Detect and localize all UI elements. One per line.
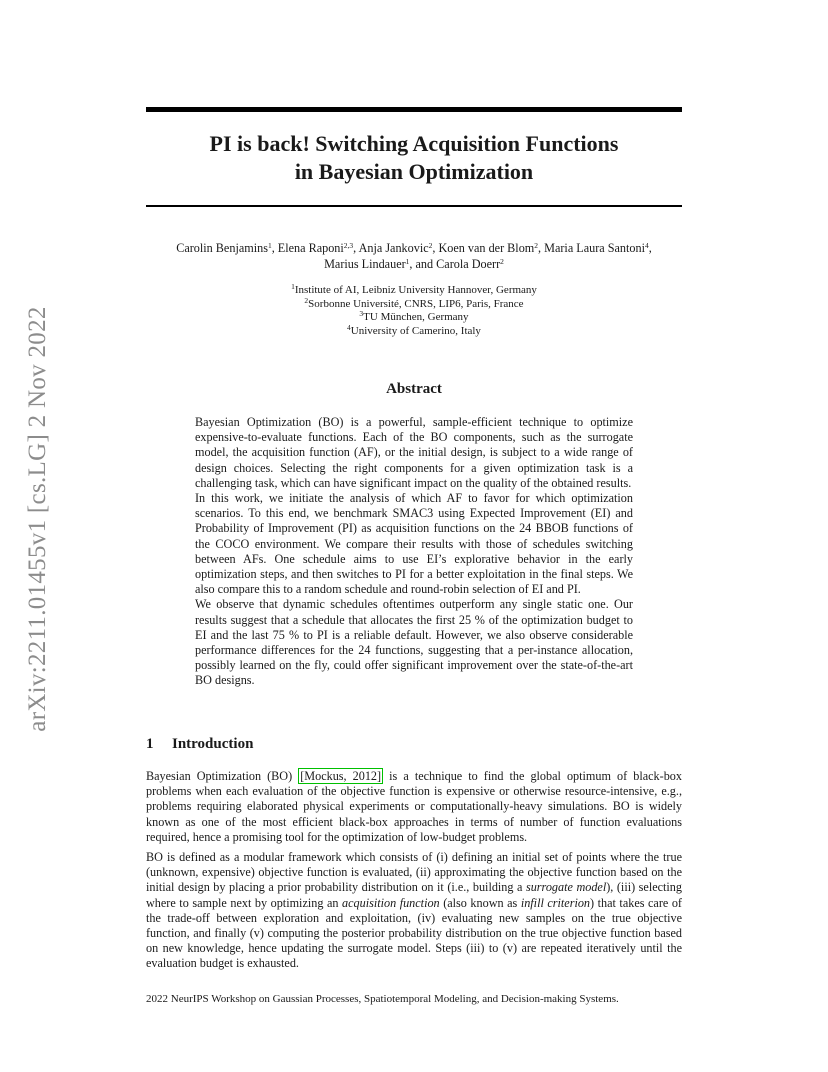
author-list — [146, 240, 682, 272]
author: Carola Doerr$^2$ — [436, 257, 504, 271]
affiliation: $^3$TU München, Germany — [359, 309, 469, 323]
abstract-body — [195, 415, 633, 689]
paper-title-line1: PI is back! Switching Acquisition Functions — [209, 131, 619, 156]
abstract-paragraph: We observe that dynamic schedules oftentimes outperform any single static one. Our results suggest that a schedule that allocates the first 25 % of the optimization budget to EI and the last 75 % to PI is a reliable default. However, we also observe considerable performance differences for the 24 functions, suggesting that a per-instance allocation, possibly learned on the fly, could offer significant improvement over the state-of-the-art BO designs. — [195, 597, 633, 688]
introduction-body — [146, 769, 682, 977]
affiliation: $^2$Sorbonne Université, CNRS, LIP6, Paris, France — [304, 295, 524, 310]
author: Elena Raponi$^{2,3}$, — [277, 241, 359, 255]
citation-link-mockus-2012[interactable]: [Mockus, 2012] — [300, 769, 382, 783]
affiliation-list — [146, 284, 682, 338]
author: Marius Lindauer$^1$, and — [324, 257, 437, 271]
author: Koen van der Blom$^2$, — [438, 241, 545, 255]
section-number: 1 — [146, 736, 154, 752]
title-rule-top — [146, 107, 682, 112]
affiliation: $^1$Institute of AI, Leibniz University Hannover, Germany — [291, 282, 537, 296]
author: Maria Laura Santoni$^4$, — [544, 241, 652, 255]
author: Carolin Benjamins$^1$, — [176, 241, 278, 255]
body-paragraph: BO is defined as a modular framework which consists of (i) defining an initial set of points where the true (unknown, expensive) objective function is evaluated, (ii) approximating the objective function based on the initial design by placing a prior probability distribution on it (i.e., building a surrogate model), (iii) selecting where to sample next by optimizing an acquisition function (also known as infill criterion) that takes care of the trade-off between exploration and exploitation, (iv) evaluating new samples on the true objective function, and finally (v) computing the posterior probability distribution on the true objective function based on new knowledge, hence updating the surrogate model. Steps (iii) to (v) are repeated iteratively until the evaluation budget is exhausted. — [146, 850, 682, 971]
body-paragraph: Bayesian Optimization (BO) [Mockus, 2012] is a technique to find the global optimum of black-box problems when each evaluation of the objective function is expensive or otherwise resource-intensive, e.g., problems requiring elaborated physical experiments or computationally-heavy simulations. BO is widely known as one of the most efficient black-box approaches in terms of number of function evaluations required, hence a promising tool for the optimization of low-budget problems. — [146, 769, 682, 844]
affiliation: $^4$University of Camerino, Italy — [347, 322, 481, 337]
venue-footnote: 2022 NeurIPS Workshop on Gaussian Processes, Spatiotemporal Modeling, and Decision-making Systems. — [146, 993, 619, 1005]
arxiv-stamp-text: arXiv:2211.01455v1 [cs.LG] 2 Nov 2022 — [24, 306, 51, 732]
paper-title-line2: in Bayesian Optimization — [294, 159, 534, 184]
paper-title — [146, 130, 682, 186]
arxiv-stamp — [14, 288, 62, 750]
section-heading-introduction — [146, 736, 253, 753]
section-title: Introduction — [172, 736, 254, 752]
abstract-heading: Abstract — [386, 381, 442, 397]
title-rule-bottom — [146, 205, 682, 207]
author: Anja Jankovic$^2$, — [358, 241, 439, 255]
abstract-paragraph: Bayesian Optimization (BO) is a powerful, sample-efficient technique to optimize expensive-to-evaluate functions. Each of the BO components, such as the surrogate model, the acquisition function (AF), or the initial design, is subject to a wide range of design choices. Selecting the right components for a given optimization task is a challenging task, which can have significant impact on the quality of the obtained results. — [195, 415, 633, 490]
abstract-paragraph: In this work, we initiate the analysis of which AF to favor for which optimization scenarios. To this end, we benchmark SMAC3 using Expected Improvement (EI) and Probability of Improvement (PI) as acquisition functions on the 24 BBOB functions of the COCO environment. We compare their results with those of schedules switching between AFs. One schedule aims to use EI’s explorative behavior in the early optimization steps, and then switches to PI for a better exploitation in the final steps. We also compare this to a random schedule and round-robin selection of EI and PI. — [195, 491, 633, 597]
